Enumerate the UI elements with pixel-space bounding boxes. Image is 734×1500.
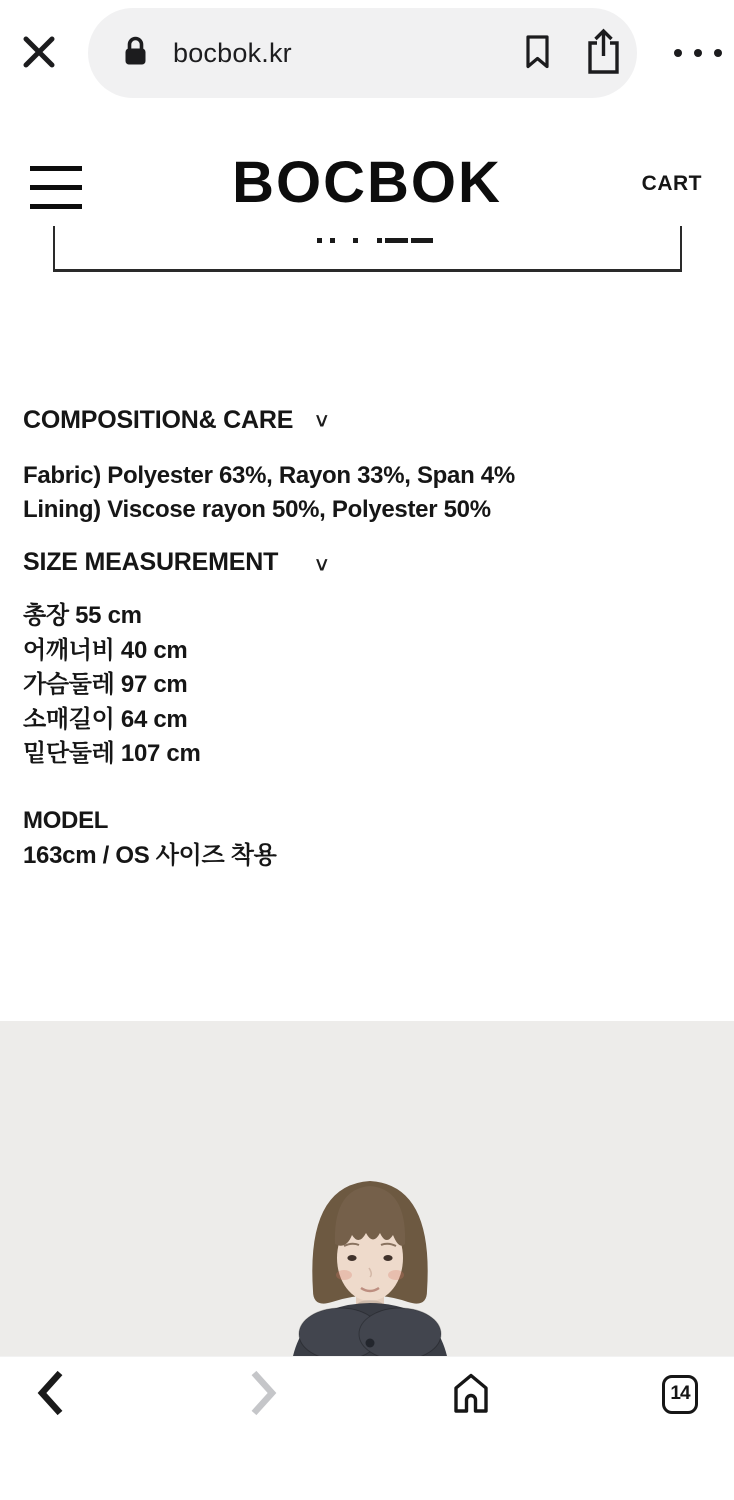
model-illustration (0, 1021, 734, 1356)
tab-counter-icon (662, 1375, 698, 1414)
menu-dot-icon (714, 49, 722, 57)
model-info: 163cm / OS 사이즈 착용 (23, 841, 277, 869)
home-icon (451, 1371, 491, 1418)
url-text: bocbok.kr (173, 37, 292, 68)
fabric-line: Fabric) Polyester 63%, Rayon 33%, Span 4% (23, 462, 515, 489)
measurement-item: 어깨너비 40 cm (23, 636, 188, 664)
menu-dot-icon (674, 49, 682, 57)
cart-link[interactable]: CART (641, 172, 702, 195)
bookmark-icon (524, 34, 551, 73)
forward-button[interactable] (240, 1367, 286, 1421)
chevron-right-icon (248, 1369, 278, 1420)
chevron-left-icon (36, 1369, 66, 1420)
model-heading: MODEL (23, 807, 109, 834)
product-photo (0, 1021, 734, 1356)
lining-line: Lining) Viscose rayon 50%, Polyester 50% (23, 496, 491, 523)
home-button[interactable] (446, 1369, 496, 1419)
site-logo[interactable]: BOCBOK (232, 150, 502, 215)
measurement-list (23, 599, 201, 772)
menu-dot-icon (694, 49, 702, 57)
lock-icon (123, 35, 148, 72)
composition-care-heading[interactable]: COMPOSITION& CARE (23, 406, 294, 434)
close-tab-button[interactable] (20, 34, 58, 72)
composition-lines (23, 459, 515, 527)
close-icon (20, 33, 58, 74)
share-icon (585, 28, 622, 79)
chevron-down-icon[interactable]: ∨ (313, 409, 331, 432)
measurement-item: 밑단둘레 107 cm (23, 740, 201, 767)
browser-topbar (0, 0, 734, 106)
share-button[interactable] (585, 28, 622, 79)
bookmark-button[interactable] (524, 34, 551, 73)
size-measurement-heading[interactable]: SIZE MEASUREMENT (23, 548, 279, 576)
size-chart-remnant (53, 226, 682, 272)
overflow-menu-button[interactable] (672, 36, 724, 70)
site-header (0, 130, 734, 226)
browser-bottom-nav (0, 1356, 734, 1500)
model-info-block (23, 804, 277, 873)
url-bar[interactable] (88, 8, 637, 98)
chevron-down-icon[interactable]: ∨ (313, 553, 331, 576)
tab-count: 14 (670, 1383, 690, 1404)
back-button[interactable] (28, 1367, 74, 1421)
measurement-item: 총장 55 cm (23, 602, 142, 629)
measurement-item: 가슴둘레 97 cm (23, 671, 188, 698)
tab-switcher-button[interactable] (656, 1371, 704, 1417)
measurement-item: 소매길이 64 cm (23, 705, 188, 733)
